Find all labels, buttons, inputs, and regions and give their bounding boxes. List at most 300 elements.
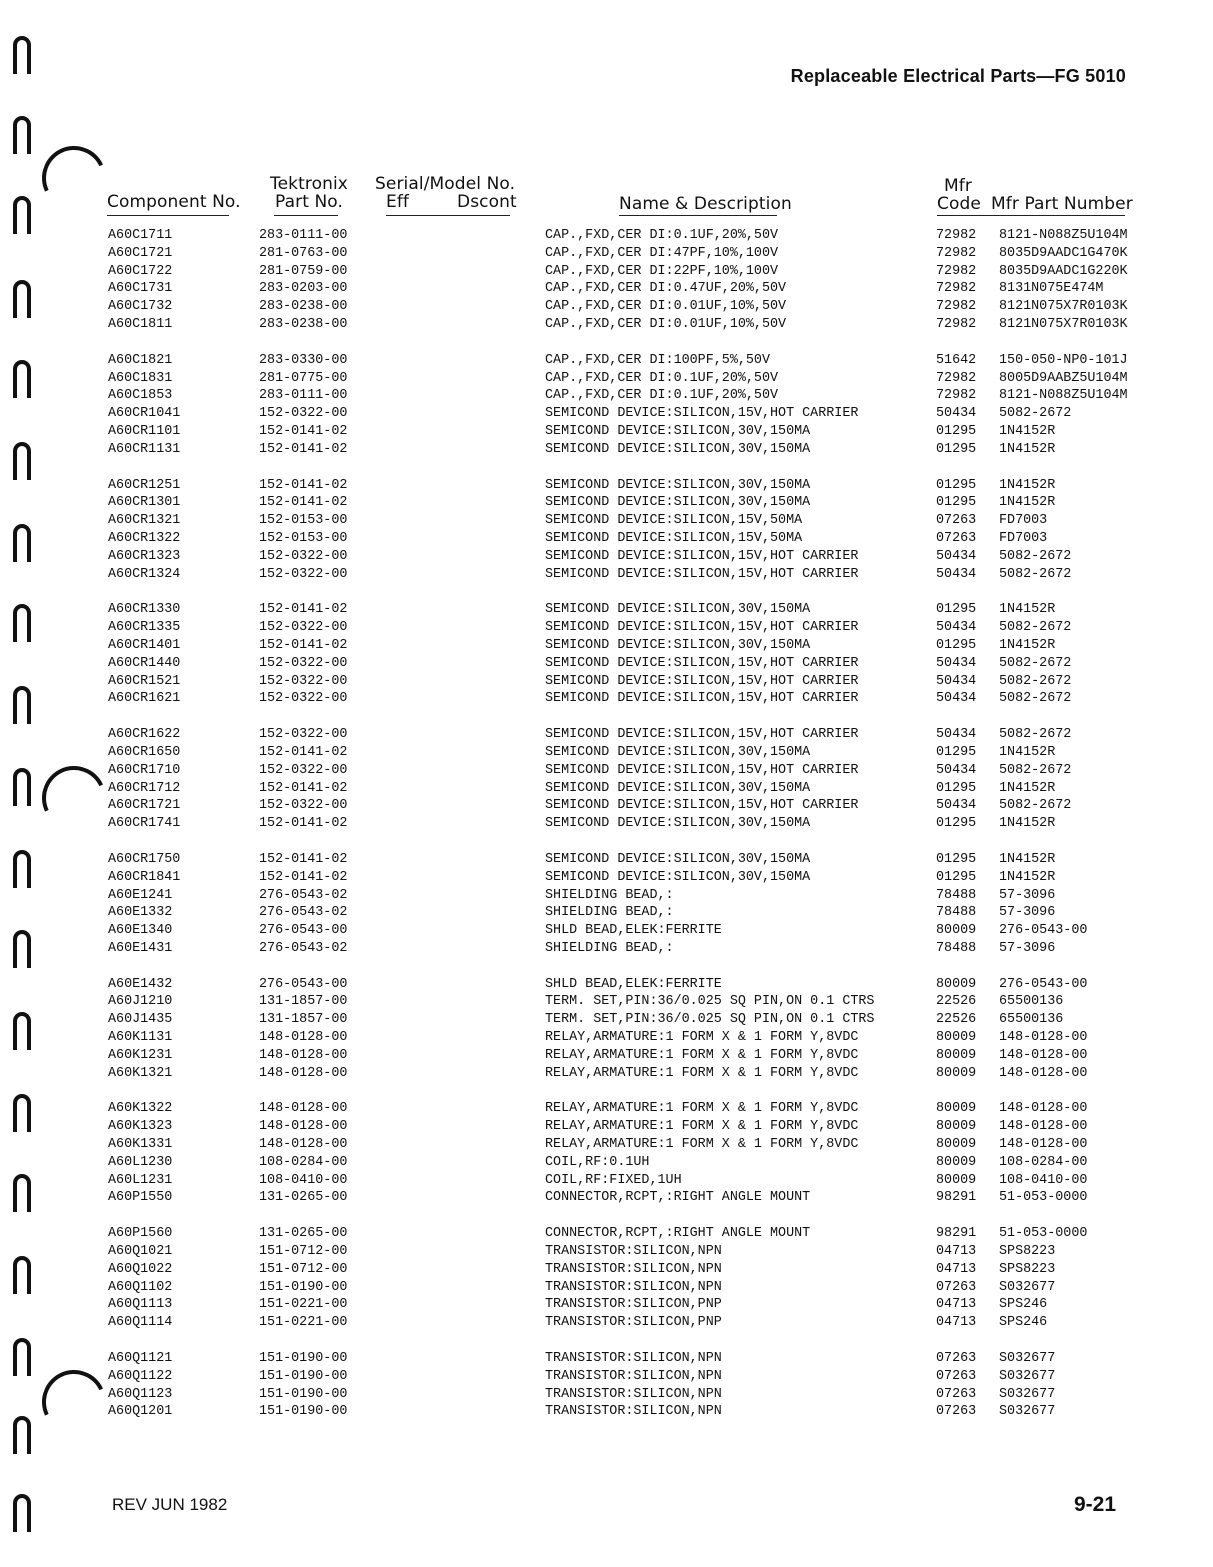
mfr-part-number: 5082-2672 <box>999 762 1072 778</box>
mfr-code: 50434 <box>936 566 977 582</box>
tektronix-part-number: 276-0543-02 <box>259 905 348 921</box>
binder-hole-icon <box>13 1494 31 1532</box>
table-row <box>0 1100 1213 1118</box>
mfr-part-number: 150-050-NP0-101J <box>999 352 1128 368</box>
table-row <box>0 619 1213 637</box>
tektronix-part-number: 148-0128-00 <box>259 1047 348 1063</box>
mfr-part-number: 57-3096 <box>999 940 1056 956</box>
component-number: A60E1241 <box>108 887 173 903</box>
mfr-part-number: S032677 <box>999 1386 1056 1402</box>
component-number: A60J1435 <box>108 1012 173 1028</box>
part-description: TRANSISTOR:SILICON,PNP <box>545 1297 722 1313</box>
component-number: A60CR1622 <box>108 727 181 743</box>
mfr-part-number: 8131N075E474M <box>999 281 1104 297</box>
tektronix-part-number: 148-0128-00 <box>259 1119 348 1135</box>
mfr-part-number: FD7003 <box>999 513 1048 529</box>
mfr-part-number: 1N4152R <box>999 602 1056 618</box>
mfr-code: 78488 <box>936 905 977 921</box>
part-description: SEMICOND DEVICE:SILICON,15V,HOT CARRIER <box>545 798 859 814</box>
mfr-part-number: 108-0284-00 <box>999 1154 1088 1170</box>
mfr-code: 51642 <box>936 352 977 368</box>
mfr-code: 01295 <box>936 851 977 867</box>
component-number: A60Q1114 <box>108 1315 173 1331</box>
binder-hole-icon <box>13 36 31 74</box>
tektronix-part-number: 152-0322-00 <box>259 548 348 564</box>
tektronix-part-number: 283-0330-00 <box>259 352 348 368</box>
row-group <box>0 1225 1213 1332</box>
part-description: SEMICOND DEVICE:SILICON,15V,HOT CARRIER <box>545 620 859 636</box>
mfr-code: 80009 <box>936 1137 977 1153</box>
table-row <box>0 797 1213 815</box>
mfr-part-number: 51-053-0000 <box>999 1190 1088 1206</box>
mfr-code: 01295 <box>936 495 977 511</box>
table-row <box>0 815 1213 833</box>
mfr-part-number: 1N4152R <box>999 851 1056 867</box>
mfr-part-number: 1N4152R <box>999 495 1056 511</box>
mfr-code: 50434 <box>936 673 977 689</box>
component-number: A60K1131 <box>108 1030 173 1046</box>
component-number: A60Q1201 <box>108 1404 173 1420</box>
mfr-code: 01295 <box>936 423 977 439</box>
mfr-code: 50434 <box>936 691 977 707</box>
mfr-code: 80009 <box>936 1030 977 1046</box>
tektronix-part-number: 152-0141-02 <box>259 423 348 439</box>
mfr-part-number: SPS246 <box>999 1315 1048 1331</box>
table-row <box>0 1296 1213 1314</box>
table-row <box>0 1243 1213 1261</box>
header-underline <box>619 215 777 216</box>
table-row <box>0 887 1213 905</box>
part-description: CONNECTOR,RCPT,:RIGHT ANGLE MOUNT <box>545 1190 811 1206</box>
table-row <box>0 993 1213 1011</box>
part-description: TRANSISTOR:SILICON,PNP <box>545 1315 722 1331</box>
tektronix-part-number: 131-1857-00 <box>259 1012 348 1028</box>
component-number: A60C1831 <box>108 370 173 386</box>
parts-table <box>0 227 1213 1439</box>
mfr-code: 01295 <box>936 744 977 760</box>
component-number: A60K1322 <box>108 1101 173 1117</box>
mfr-code: 01295 <box>936 869 977 885</box>
page-number: 9-21 <box>1073 1493 1116 1516</box>
component-number: A60K1331 <box>108 1137 173 1153</box>
mfr-code: 01295 <box>936 602 977 618</box>
table-row <box>0 512 1213 530</box>
part-description: TRANSISTOR:SILICON,NPN <box>545 1368 722 1384</box>
mfr-part-number: FD7003 <box>999 530 1048 546</box>
component-number: A60CR1741 <box>108 816 181 832</box>
tektronix-part-number: 152-0322-00 <box>259 798 348 814</box>
tektronix-part-number: 283-0203-00 <box>259 281 348 297</box>
tektronix-part-number: 283-0111-00 <box>259 388 348 404</box>
binder-hole-icon <box>13 116 31 154</box>
part-description: SEMICOND DEVICE:SILICON,15V,HOT CARRIER <box>545 655 859 671</box>
header-underline <box>386 215 510 216</box>
part-description: CAP.,FXD,CER DI:100PF,5%,50V <box>545 352 770 368</box>
component-number: A60C1821 <box>108 352 173 368</box>
table-row <box>0 1261 1213 1279</box>
tektronix-part-number: 283-0111-00 <box>259 228 348 243</box>
table-row <box>0 673 1213 691</box>
component-number: A60K1323 <box>108 1119 173 1135</box>
table-row <box>0 744 1213 762</box>
table-row <box>0 1136 1213 1154</box>
component-number: A60P1560 <box>108 1226 173 1242</box>
part-description: RELAY,ARMATURE:1 FORM X & 1 FORM Y,8VDC <box>545 1065 859 1081</box>
tektronix-part-number: 152-0153-00 <box>259 513 348 529</box>
component-number: A60CR1650 <box>108 744 181 760</box>
part-description: CAP.,FXD,CER DI:0.01UF,10%,50V <box>545 316 787 332</box>
table-row <box>0 762 1213 780</box>
table-row <box>0 655 1213 673</box>
mfr-code: 72982 <box>936 299 977 315</box>
part-description: CAP.,FXD,CER DI:47PF,10%,100V <box>545 245 779 261</box>
component-number: A60CR1440 <box>108 655 181 671</box>
table-row <box>0 477 1213 495</box>
row-group <box>0 1350 1213 1421</box>
component-number: A60Q1121 <box>108 1351 173 1367</box>
table-row <box>0 1154 1213 1172</box>
row-group <box>0 726 1213 833</box>
table-row <box>0 904 1213 922</box>
component-number: A60K1321 <box>108 1065 173 1081</box>
component-number: A60C1722 <box>108 263 173 279</box>
component-number: A60CR1841 <box>108 869 181 885</box>
mfr-code: 07263 <box>936 1386 977 1402</box>
part-description: SEMICOND DEVICE:SILICON,15V,HOT CARRIER <box>545 548 859 564</box>
component-number: A60CR1324 <box>108 566 181 582</box>
mfr-part-number: 148-0128-00 <box>999 1047 1088 1063</box>
table-row <box>0 370 1213 388</box>
table-row <box>0 726 1213 744</box>
table-row <box>0 1314 1213 1332</box>
component-number: A60CR1710 <box>108 762 181 778</box>
component-number: A60C1811 <box>108 316 173 332</box>
mfr-part-number: 5082-2672 <box>999 548 1072 564</box>
mfr-code: 04713 <box>936 1297 977 1313</box>
mfr-code: 07263 <box>936 1279 977 1295</box>
table-row <box>0 1011 1213 1029</box>
tektronix-part-number: 283-0238-00 <box>259 299 348 315</box>
part-description: SHIELDING BEAD,: <box>545 905 674 921</box>
mfr-code: 80009 <box>936 1172 977 1188</box>
component-number: A60E1431 <box>108 940 173 956</box>
mfr-part-number: 5082-2672 <box>999 727 1072 743</box>
tektronix-part-number: 152-0322-00 <box>259 762 348 778</box>
tektronix-part-number: 152-0153-00 <box>259 530 348 546</box>
part-description: SEMICOND DEVICE:SILICON,30V,150MA <box>545 637 811 653</box>
tektronix-part-number: 281-0775-00 <box>259 370 348 386</box>
tektronix-part-number: 131-0265-00 <box>259 1226 348 1242</box>
table-row <box>0 566 1213 584</box>
part-description: CAP.,FXD,CER DI:0.1UF,20%,50V <box>545 370 779 386</box>
tektronix-part-number: 152-0322-00 <box>259 406 348 422</box>
table-row <box>0 423 1213 441</box>
tektronix-part-number: 131-0265-00 <box>259 1190 348 1206</box>
table-row <box>0 1189 1213 1207</box>
part-description: TERM. SET,PIN:36/0.025 SQ PIN,ON 0.1 CTRS <box>545 1012 875 1028</box>
table-row <box>0 922 1213 940</box>
tektronix-part-number: 152-0141-02 <box>259 441 348 457</box>
mfr-code: 07263 <box>936 1368 977 1384</box>
part-description: SEMICOND DEVICE:SILICON,15V,HOT CARRIER <box>545 406 859 422</box>
mfr-code: 72982 <box>936 316 977 332</box>
table-row <box>0 494 1213 512</box>
part-description: TRANSISTOR:SILICON,NPN <box>545 1404 722 1420</box>
component-number: A60CR1041 <box>108 406 181 422</box>
component-number: A60Q1122 <box>108 1368 173 1384</box>
part-description: TRANSISTOR:SILICON,NPN <box>545 1244 722 1260</box>
table-row <box>0 1225 1213 1243</box>
mfr-part-number: SPS246 <box>999 1297 1048 1313</box>
mfr-code: 07263 <box>936 1351 977 1367</box>
part-description: SEMICOND DEVICE:SILICON,30V,150MA <box>545 495 811 511</box>
part-description: TRANSISTOR:SILICON,NPN <box>545 1279 722 1295</box>
table-row <box>0 1047 1213 1065</box>
mfr-code: 07263 <box>936 530 977 546</box>
part-description: TRANSISTOR:SILICON,NPN <box>545 1261 722 1277</box>
tektronix-part-number: 148-0128-00 <box>259 1101 348 1117</box>
mfr-code: 01295 <box>936 816 977 832</box>
component-number: A60C1731 <box>108 281 173 297</box>
table-row <box>0 405 1213 423</box>
row-group <box>0 477 1213 584</box>
mfr-code: 72982 <box>936 228 977 243</box>
table-row <box>0 1065 1213 1083</box>
component-number: A60P1550 <box>108 1190 173 1206</box>
table-row <box>0 1368 1213 1386</box>
component-number: A60C1721 <box>108 245 173 261</box>
table-row <box>0 780 1213 798</box>
tektronix-part-number: 152-0322-00 <box>259 727 348 743</box>
component-number: A60CR1330 <box>108 602 181 618</box>
component-number: A60CR1621 <box>108 691 181 707</box>
mfr-code: 50434 <box>936 548 977 564</box>
table-row <box>0 869 1213 887</box>
mfr-part-number: 5082-2672 <box>999 691 1072 707</box>
tektronix-part-number: 151-0190-00 <box>259 1386 348 1402</box>
table-row <box>0 1386 1213 1404</box>
tektronix-part-number: 148-0128-00 <box>259 1137 348 1153</box>
header-underline <box>274 215 338 216</box>
mfr-part-number: 1N4152R <box>999 869 1056 885</box>
component-number: A60L1231 <box>108 1172 173 1188</box>
part-description: RELAY,ARMATURE:1 FORM X & 1 FORM Y,8VDC <box>545 1101 859 1117</box>
part-description: RELAY,ARMATURE:1 FORM X & 1 FORM Y,8VDC <box>545 1047 859 1063</box>
revision-date: REV JUN 1982 <box>112 1495 228 1514</box>
part-description: SEMICOND DEVICE:SILICON,15V,50MA <box>545 513 803 529</box>
tektronix-part-number: 281-0759-00 <box>259 263 348 279</box>
part-description: CAP.,FXD,CER DI:22PF,10%,100V <box>545 263 779 279</box>
tektronix-part-number: 151-0712-00 <box>259 1244 348 1260</box>
component-number: A60C1853 <box>108 388 173 404</box>
mfr-part-number: 108-0410-00 <box>999 1172 1088 1188</box>
mfr-code: 72982 <box>936 245 977 261</box>
table-row <box>0 298 1213 316</box>
mfr-part-number: 8121N075X7R0103K <box>999 316 1128 332</box>
component-number: A60E1332 <box>108 905 173 921</box>
tektronix-part-number: 283-0238-00 <box>259 316 348 332</box>
part-description: TRANSISTOR:SILICON,NPN <box>545 1351 722 1367</box>
component-number: A60CR1322 <box>108 530 181 546</box>
mfr-code: 07263 <box>936 1404 977 1420</box>
component-number: A60CR1251 <box>108 477 181 493</box>
part-description: SHLD BEAD,ELEK:FERRITE <box>545 976 722 992</box>
mfr-part-number: S032677 <box>999 1351 1056 1367</box>
mfr-part-number: 1N4152R <box>999 780 1056 796</box>
tektronix-part-number: 152-0141-02 <box>259 869 348 885</box>
mfr-part-number: 5082-2672 <box>999 406 1072 422</box>
mfr-part-number: 1N4152R <box>999 816 1056 832</box>
mfr-part-number: 148-0128-00 <box>999 1030 1088 1046</box>
mfr-code: 50434 <box>936 798 977 814</box>
table-row <box>0 316 1213 334</box>
tektronix-part-number: 276-0543-02 <box>259 940 348 956</box>
mfr-part-number: 8121N075X7R0103K <box>999 299 1128 315</box>
column-header-component: Component No. <box>107 192 241 212</box>
mfr-code: 78488 <box>936 940 977 956</box>
component-number: A60CR1321 <box>108 513 181 529</box>
component-number: A60Q1022 <box>108 1261 173 1277</box>
part-description: SEMICOND DEVICE:SILICON,30V,150MA <box>545 780 811 796</box>
tektronix-part-number: 108-0284-00 <box>259 1154 348 1170</box>
mfr-code: 98291 <box>936 1190 977 1206</box>
part-description: SEMICOND DEVICE:SILICON,15V,50MA <box>545 530 803 546</box>
table-row <box>0 1172 1213 1190</box>
mfr-code: 01295 <box>936 780 977 796</box>
component-number: A60CR1335 <box>108 620 181 636</box>
part-description: SEMICOND DEVICE:SILICON,15V,HOT CARRIER <box>545 727 859 743</box>
page-title: Replaceable Electrical Parts—FG 5010 <box>790 66 1126 86</box>
part-description: RELAY,ARMATURE:1 FORM X & 1 FORM Y,8VDC <box>545 1030 859 1046</box>
mfr-code: 07263 <box>936 513 977 529</box>
part-description: CAP.,FXD,CER DI:0.1UF,20%,50V <box>545 388 779 404</box>
component-number: A60E1340 <box>108 923 173 939</box>
component-number: A60J1210 <box>108 994 173 1010</box>
tektronix-part-number: 152-0141-02 <box>259 851 348 867</box>
part-description: SEMICOND DEVICE:SILICON,15V,HOT CARRIER <box>545 566 859 582</box>
part-description: COIL,RF:FIXED,1UH <box>545 1172 682 1188</box>
table-row <box>0 263 1213 281</box>
mfr-code: 22526 <box>936 1012 977 1028</box>
mfr-code: 72982 <box>936 263 977 279</box>
mfr-code: 50434 <box>936 762 977 778</box>
mfr-part-number: 1N4152R <box>999 744 1056 760</box>
part-description: RELAY,ARMATURE:1 FORM X & 1 FORM Y,8VDC <box>545 1119 859 1135</box>
component-number: A60CR1101 <box>108 423 181 439</box>
table-row <box>0 245 1213 263</box>
mfr-code: 80009 <box>936 1119 977 1135</box>
header-underline <box>937 215 1125 216</box>
part-description: SHLD BEAD,ELEK:FERRITE <box>545 923 722 939</box>
tektronix-part-number: 152-0322-00 <box>259 620 348 636</box>
column-header-eff: Eff <box>386 192 410 212</box>
component-number: A60L1230 <box>108 1154 173 1170</box>
mfr-code: 72982 <box>936 388 977 404</box>
mfr-code: 50434 <box>936 620 977 636</box>
part-description: SEMICOND DEVICE:SILICON,30V,150MA <box>545 744 811 760</box>
mfr-part-number: 57-3096 <box>999 887 1056 903</box>
column-header-name-description: Name & Description <box>619 194 792 214</box>
tektronix-part-number: 152-0141-02 <box>259 477 348 493</box>
table-row <box>0 1029 1213 1047</box>
tektronix-part-number: 152-0141-02 <box>259 495 348 511</box>
mfr-code: 04713 <box>936 1244 977 1260</box>
mfr-part-number: SPS8223 <box>999 1244 1056 1260</box>
mfr-part-number: 5082-2672 <box>999 620 1072 636</box>
mfr-code: 80009 <box>936 1101 977 1117</box>
component-number: A60Q1113 <box>108 1297 173 1313</box>
tektronix-part-number: 151-0712-00 <box>259 1261 348 1277</box>
row-group <box>0 352 1213 459</box>
mfr-part-number: 276-0543-00 <box>999 976 1088 992</box>
mfr-code: 80009 <box>936 1154 977 1170</box>
part-description: SEMICOND DEVICE:SILICON,15V,HOT CARRIER <box>545 762 859 778</box>
component-number: A60CR1323 <box>108 548 181 564</box>
mfr-part-number: 8121-N088Z5U104M <box>999 388 1128 404</box>
tektronix-part-number: 131-1857-00 <box>259 994 348 1010</box>
part-description: CONNECTOR,RCPT,:RIGHT ANGLE MOUNT <box>545 1226 811 1242</box>
table-row <box>0 1279 1213 1297</box>
mfr-part-number: 5082-2672 <box>999 566 1072 582</box>
tektronix-part-number: 151-0221-00 <box>259 1315 348 1331</box>
mfr-code: 80009 <box>936 1065 977 1081</box>
component-number: A60CR1721 <box>108 798 181 814</box>
component-number: A60CR1301 <box>108 495 181 511</box>
part-description: SHIELDING BEAD,: <box>545 940 674 956</box>
tektronix-part-number: 152-0141-02 <box>259 816 348 832</box>
tektronix-part-number: 152-0141-02 <box>259 637 348 653</box>
part-description: SEMICOND DEVICE:SILICON,30V,150MA <box>545 441 811 457</box>
mfr-part-number: 8121-N088Z5U104M <box>999 228 1128 243</box>
part-description: CAP.,FXD,CER DI:0.01UF,10%,50V <box>545 299 787 315</box>
mfr-part-number: 276-0543-00 <box>999 923 1088 939</box>
column-header-code: Code <box>937 194 981 214</box>
tektronix-part-number: 151-0190-00 <box>259 1351 348 1367</box>
table-row <box>0 637 1213 655</box>
tektronix-part-number: 152-0141-02 <box>259 780 348 796</box>
table-row <box>0 1118 1213 1136</box>
part-description: COIL,RF:0.1UH <box>545 1154 650 1170</box>
mfr-code: 01295 <box>936 477 977 493</box>
mfr-part-number: SPS8223 <box>999 1261 1056 1277</box>
tektronix-part-number: 151-0190-00 <box>259 1368 348 1384</box>
mfr-part-number: 8035D9AADC1G220K <box>999 263 1128 279</box>
tektronix-part-number: 152-0141-02 <box>259 602 348 618</box>
component-number: A60Q1102 <box>108 1279 173 1295</box>
mfr-part-number: 5082-2672 <box>999 673 1072 689</box>
mfr-part-number: 5082-2672 <box>999 655 1072 671</box>
tektronix-part-number: 151-0221-00 <box>259 1297 348 1313</box>
row-group <box>0 851 1213 958</box>
mfr-code: 01295 <box>936 637 977 653</box>
mfr-part-number: 148-0128-00 <box>999 1119 1088 1135</box>
part-description: SEMICOND DEVICE:SILICON,30V,150MA <box>545 602 811 618</box>
tektronix-part-number: 276-0543-00 <box>259 923 348 939</box>
mfr-code: 50434 <box>936 406 977 422</box>
mfr-part-number: 65500136 <box>999 994 1064 1010</box>
binder-ring-icon <box>33 137 115 219</box>
table-row <box>0 227 1213 245</box>
table-row <box>0 548 1213 566</box>
part-description: CAP.,FXD,CER DI:0.47UF,20%,50V <box>545 281 787 297</box>
component-number: A60C1711 <box>108 228 173 243</box>
mfr-code: 50434 <box>936 727 977 743</box>
component-number: A60CR1401 <box>108 637 181 653</box>
component-number: A60C1732 <box>108 299 173 315</box>
tektronix-part-number: 152-0322-00 <box>259 673 348 689</box>
component-number: A60Q1021 <box>108 1244 173 1260</box>
table-row <box>0 387 1213 405</box>
